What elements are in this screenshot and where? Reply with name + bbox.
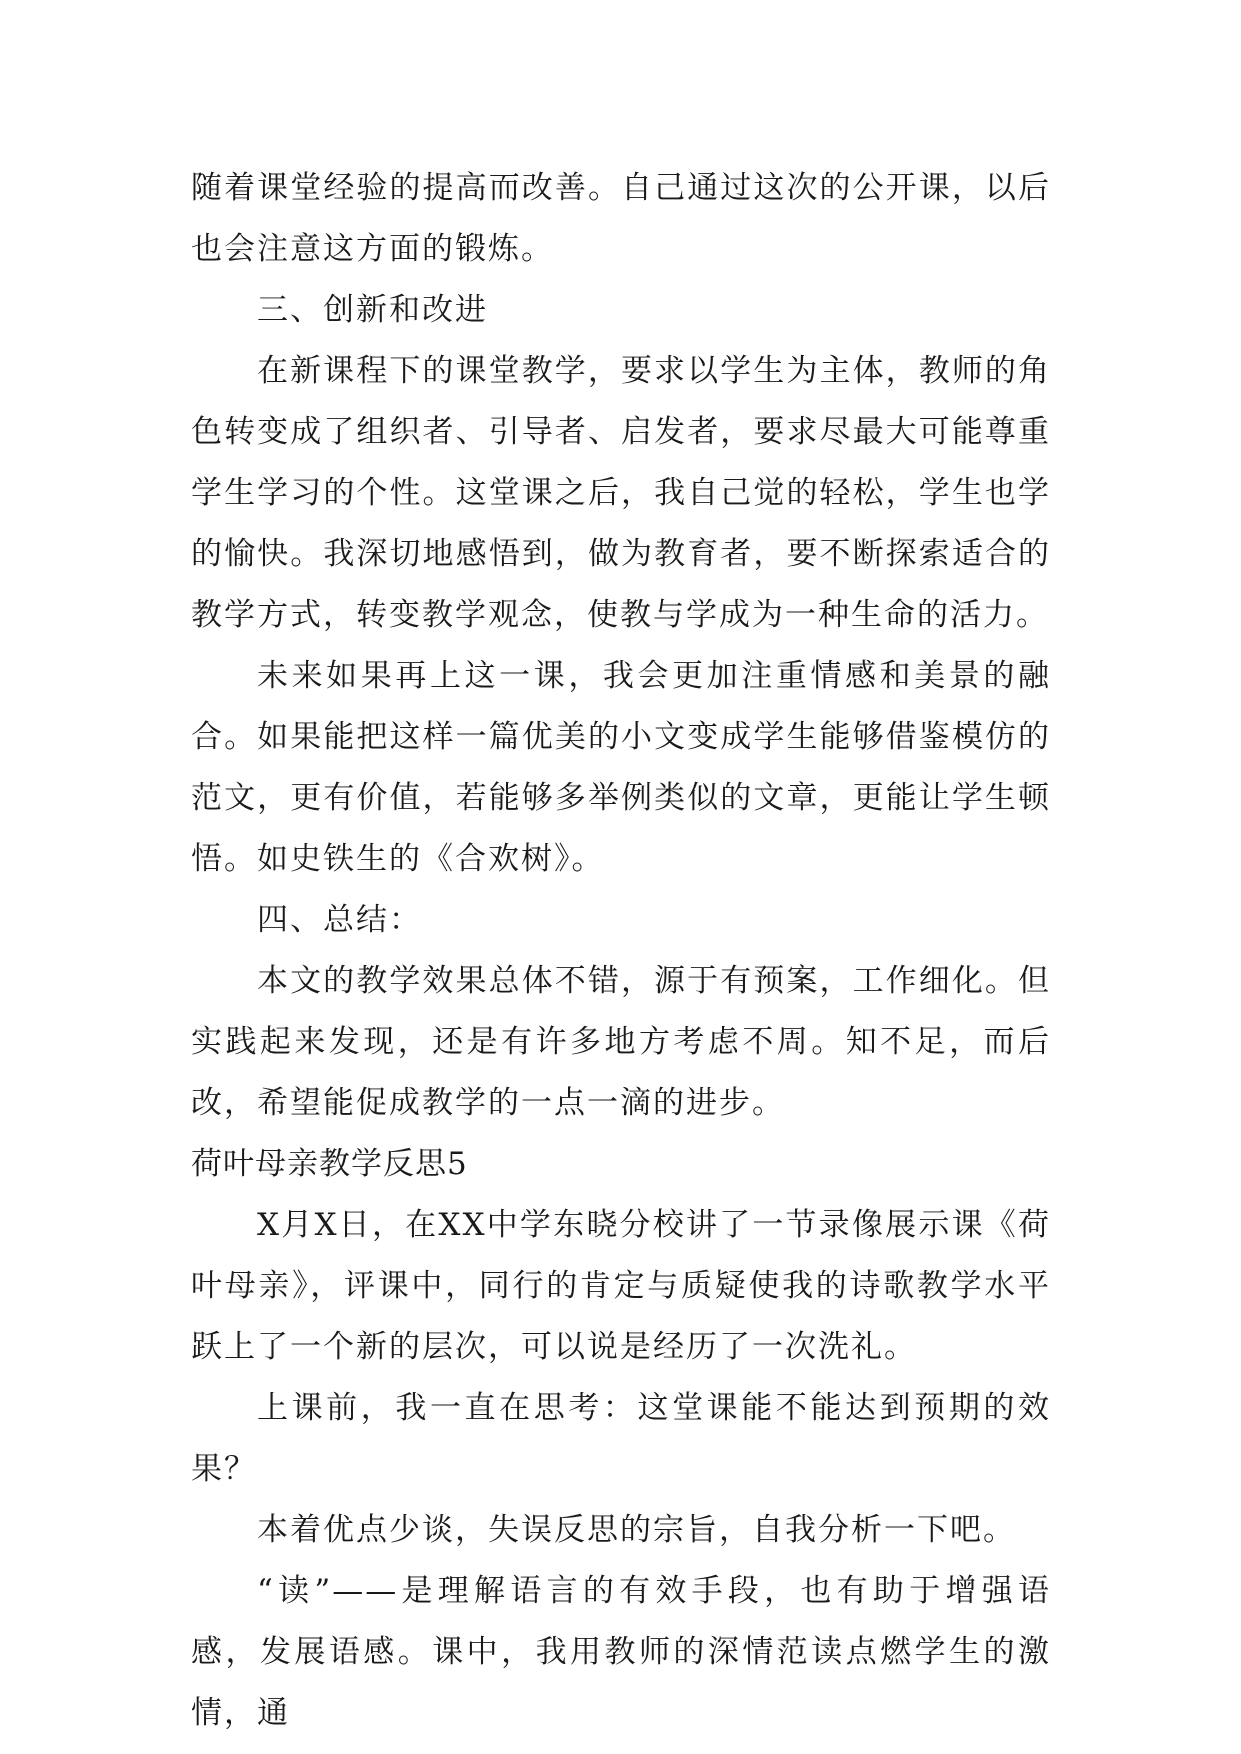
section-heading-summary: 四、总结： xyxy=(257,902,422,938)
paragraph-intro: X月X日，在XX中学东晓分校讲了一节录像展示课《荷叶母亲》，评课中，同行的肯定与质疑使我的诗歌教学水平跃上了一个新的层次，可以说是经历了一次洗礼。 xyxy=(191,1207,1051,1365)
paragraph-reading: “读”——是理解语言的有效手段，也有助于增强语感，发展语感。课中，我用教师的深情范读点燃学生的激情，通 xyxy=(191,1573,1051,1731)
article-title: 荷叶母亲教学反思5 xyxy=(191,1146,468,1182)
paragraph-before-class: 上课前，我一直在思考：这堂课能不能达到预期的效果？ xyxy=(191,1390,1051,1487)
document-body xyxy=(191,158,1051,1744)
paragraph-summary: 本文的教学效果总体不错，源于有预案，工作细化。但实践起来发现，还是有许多地方考虑不周。知不足，而后改，希望能促成教学的一点一滴的进步。 xyxy=(191,963,1051,1121)
paragraph-new-curriculum: 在新课程下的课堂教学，要求以学生为主体，教师的角色转变成了组织者、引导者、启发者，要求尽最大可能尊重学生学习的个性。这堂课之后，我自己觉的轻松，学生也学的愉快。我深切地感悟到，做为教育者，要不断探索适合的教学方式，转变教学观念，使教与学成为一种生命的活力。 xyxy=(191,353,1051,633)
paragraph-continuation: 随着课堂经验的提高而改善。自己通过这次的公开课，以后也会注意这方面的锻炼。 xyxy=(191,170,1051,267)
paragraph-self-analysis: 本着优点少谈，失误反思的宗旨，自我分析一下吧。 xyxy=(257,1512,1016,1548)
paragraph-future-plan: 未来如果再上这一课，我会更加注重情感和美景的融合。如果能把这样一篇优美的小文变成学生能够借鉴模仿的范文，更有价值，若能够多举例类似的文章，更能让学生顿悟。如史铁生的《合欢树》。 xyxy=(191,658,1051,877)
section-heading-innovation: 三、创新和改进 xyxy=(257,292,488,328)
